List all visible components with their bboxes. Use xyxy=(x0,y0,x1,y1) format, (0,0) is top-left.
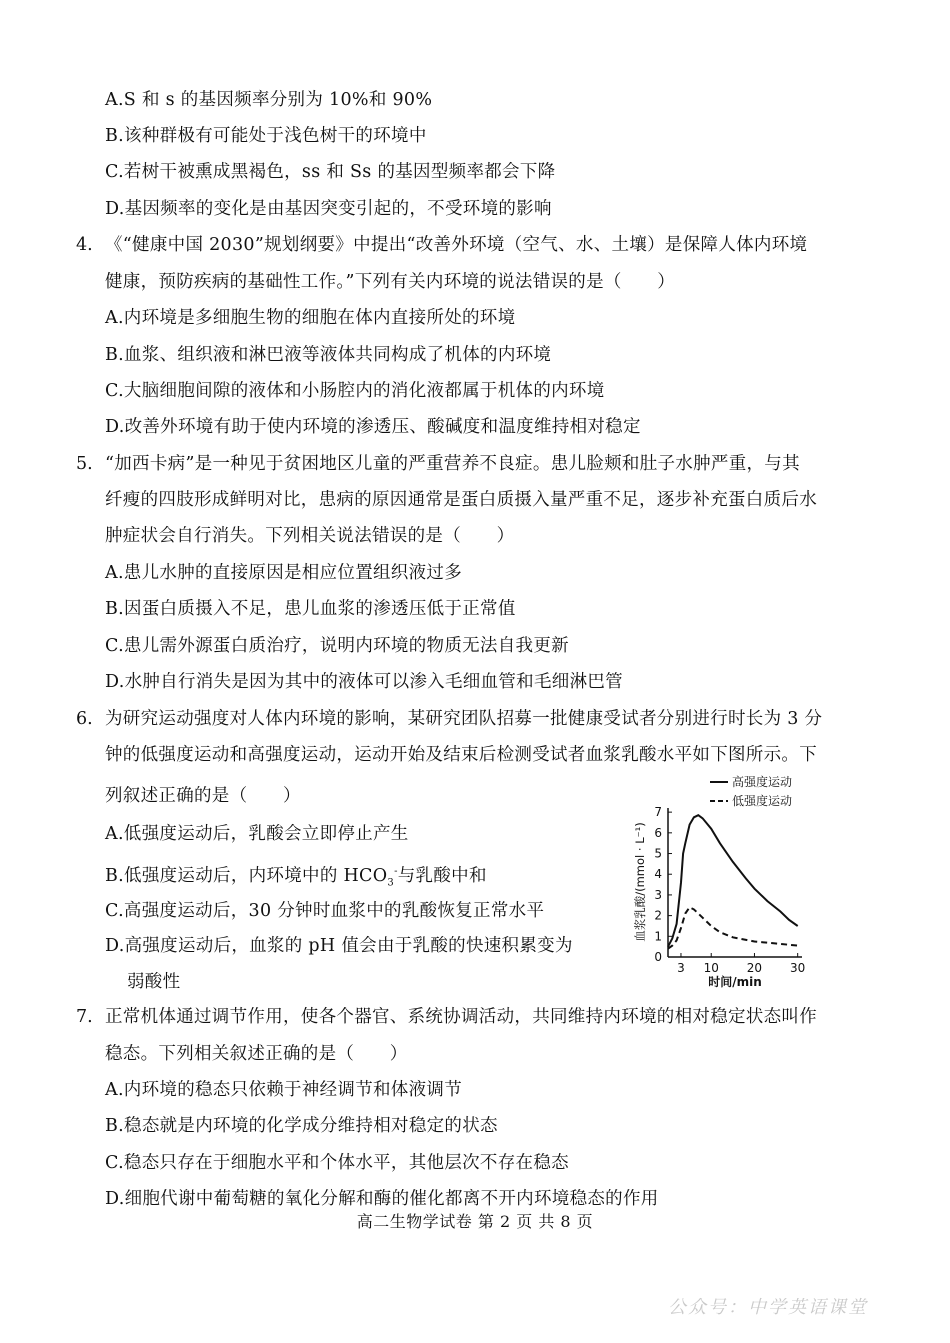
y-tick-label: 3 xyxy=(654,887,662,902)
x-tick-label: 30 xyxy=(790,961,806,975)
y-axis-title: 血浆乳酸/(mmol · L⁻¹) xyxy=(633,822,647,942)
y-tick-label: 5 xyxy=(654,846,662,861)
series-low-line xyxy=(668,907,798,948)
q6-stem-line1: 为研究运动强度对人体内环境的影响，某研究团队招募一批健康受试者分别进行时长为 3 分 xyxy=(105,709,823,729)
q4-option-b: B.血浆、组织液和淋巴液等液体共同构成了机体的内环境 xyxy=(105,345,552,365)
q5-option-d: D.水肿自行消失是因为其中的液体可以渗入毛细血管和毛细淋巴管 xyxy=(105,672,623,692)
y-tick-label: 2 xyxy=(654,908,662,923)
q7-option-d: D.细胞代谢中葡萄糖的氧化分解和酶的催化都离不开内环境稳态的作用 xyxy=(105,1189,659,1209)
q6-option-d-line1: D.高强度运动后，血浆的 pH 值会由于乳酸的快速积累变为 xyxy=(105,936,573,956)
q5-option-a: A.患儿水肿的直接原因是相应位置组织液过多 xyxy=(105,563,462,583)
q7-option-c: C.稳态只存在于细胞水平和个体水平，其他层次不存在稳态 xyxy=(105,1153,569,1173)
q6-option-b-subscript: 3 xyxy=(387,877,395,889)
q4-option-c: C.大脑细胞间隙的液体和小肠腔内的消化液都属于机体的内环境 xyxy=(105,381,605,401)
q7-stem-line1: 正常机体通过调节作用，使各个器官、系统协调活动，共同维持内环境的相对稳定状态叫作 xyxy=(105,1007,817,1027)
q4-stem-line2: 健康，预防疾病的基础性工作。”下列有关内环境的说法错误的是（ ） xyxy=(105,272,676,292)
q6-option-c: C.高强度运动后，30 分钟时血浆中的乳酸恢复正常水平 xyxy=(105,901,545,921)
q7-option-a: A.内环境的稳态只依赖于神经调节和体液调节 xyxy=(105,1080,462,1100)
axis-ticks xyxy=(654,805,805,975)
q7-number: 7. xyxy=(76,1007,93,1027)
x-tick-label: 20 xyxy=(746,961,763,975)
x-tick-label: 3 xyxy=(677,961,685,975)
y-tick-label: 0 xyxy=(654,950,662,964)
q6-option-b-superscript: - xyxy=(394,866,398,877)
x-tick-label: 10 xyxy=(703,961,719,975)
q5-stem-line1: “加西卡病”是一种见于贫困地区儿童的严重营养不良症。患儿脸颊和肚子水肿严重，与其 xyxy=(105,454,800,474)
q4-stem-line1: 《“健康中国 2030”规划纲要》中提出“改善外环境（空气、水、土壤）是保障人体内环境 xyxy=(105,235,808,255)
q4-option-a: A.内环境是多细胞生物的细胞在体内直接所处的环境 xyxy=(105,308,516,328)
q3-option-b: B.该种群极有可能处于浅色树干的环境中 xyxy=(105,126,427,146)
q5-option-c: C.患儿需外源蛋白质治疗，说明内环境的物质无法自我更新 xyxy=(105,636,569,656)
q4-number: 4. xyxy=(76,235,93,255)
y-tick-label: 4 xyxy=(654,867,662,882)
q6-option-b-text-end: 与乳酸中和 xyxy=(397,865,487,886)
y-tick-label: 7 xyxy=(654,805,662,820)
q4-option-d: D.改善外环境有助于使内环境的渗透压、酸碱度和温度维持相对稳定 xyxy=(105,417,641,437)
q3-option-d: D.基因频率的变化是由基因突变引起的，不受环境的影响 xyxy=(105,199,552,219)
q7-option-b: B.稳态就是内环境的化学成分维持相对稳定的状态 xyxy=(105,1116,498,1136)
lactate-chart xyxy=(630,768,810,988)
q6-option-b-text: B.低强度运动后，内环境中的 HCO xyxy=(105,865,388,886)
page-footer: 高二生物学试卷 第 2 页 共 8 页 xyxy=(356,1212,594,1231)
q6-stem-line2: 钟的低强度运动和高强度运动，运动开始及结束后检测受试者血浆乳酸水平如下图所示。下 xyxy=(105,745,817,765)
y-tick-label: 6 xyxy=(654,825,662,840)
series-high-line xyxy=(668,815,798,947)
q6-stem-line3: 列叙述正确的是（ ） xyxy=(105,786,301,806)
legend-low-label: 低强度运动 xyxy=(732,794,793,808)
q3-option-c: C.若树干被熏成黑褐色，ss 和 Ss 的基因型频率都会下降 xyxy=(105,162,556,182)
q5-stem-line2: 纤瘦的四肢形成鲜明对比，患病的原因通常是蛋白质摄入量严重不足，逐步补充蛋白质后水 xyxy=(105,490,817,510)
y-tick-label: 1 xyxy=(654,929,662,944)
q6-option-a: A.低强度运动后，乳酸会立即停止产生 xyxy=(105,824,409,844)
q6-option-d-line2: 弱酸性 xyxy=(127,972,181,992)
q5-option-b: B.因蛋白质摄入不足，患儿血浆的渗透压低于正常值 xyxy=(105,599,516,619)
watermark: 公众号：中学英语课堂 xyxy=(668,1297,868,1318)
q6-number: 6. xyxy=(76,709,93,729)
q3-option-a: A.S 和 s 的基因频率分别为 10%和 90% xyxy=(105,90,433,110)
x-axis-title: 时间/min xyxy=(708,975,762,988)
legend-high-label: 高强度运动 xyxy=(732,775,793,789)
q5-stem-line3: 肿症状会自行消失。下列相关说法错误的是（ ） xyxy=(105,526,515,546)
q6-option-b xyxy=(105,860,487,895)
lactate-chart-svg xyxy=(630,768,810,988)
q5-number: 5. xyxy=(76,454,93,474)
q7-stem-line2: 稳态。下列相关叙述正确的是（ ） xyxy=(105,1044,408,1064)
